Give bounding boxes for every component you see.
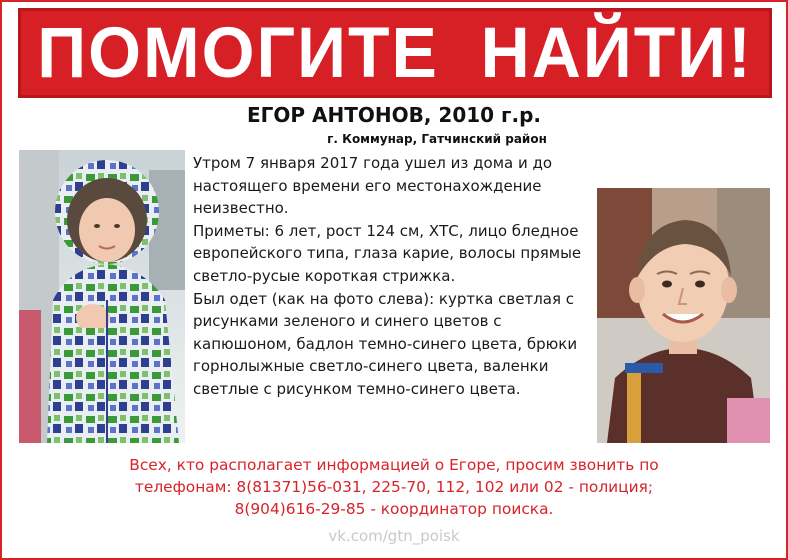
description-clothing: Был одет (как на фото слева): куртка светлая с рисунками зеленого и синего цветов с капюшоном, бадлон темно-синего цвета, брюки горнолыжные светло-синего цвета, валенки светлые с рисунком темно-синего цвета. <box>193 289 578 398</box>
appeal-line-3: 8(904)616-29-85 - координатор поиска. <box>234 500 554 518</box>
banner-title: ПОМОГИТЕ НАЙТИ! <box>37 13 753 93</box>
description-features: Приметы: 6 лет, рост 124 см, ХТС, лицо бледное европейского типа, глаза карие, волосы прямые светло-русые короткая стрижка. <box>193 221 582 285</box>
description-text <box>193 152 593 401</box>
source-watermark: vk.com/gtn_poisk <box>328 527 460 545</box>
appeal-line-1: Всех, кто располагает информацией о Егоре, просим звонить по <box>129 456 659 474</box>
header-banner <box>18 8 772 98</box>
missing-person-name: ЕГОР АНТОНОВ, 2010 г.р. <box>246 103 542 127</box>
photo-boy-portrait <box>597 188 770 443</box>
missing-person-location: г. Коммунар, Гатчинский район <box>327 132 547 146</box>
appeal-line-2: телефонам: 8(81371)56-031, 225-70, 112, 102 или 02 - полиция; <box>134 478 654 496</box>
photo-child-in-jacket <box>19 150 185 443</box>
description-disappearance: Утром 7 января 2017 года ушел из дома и до настоящего времени его местонахождение неизвестно. <box>193 154 553 218</box>
contact-appeal <box>0 454 788 520</box>
